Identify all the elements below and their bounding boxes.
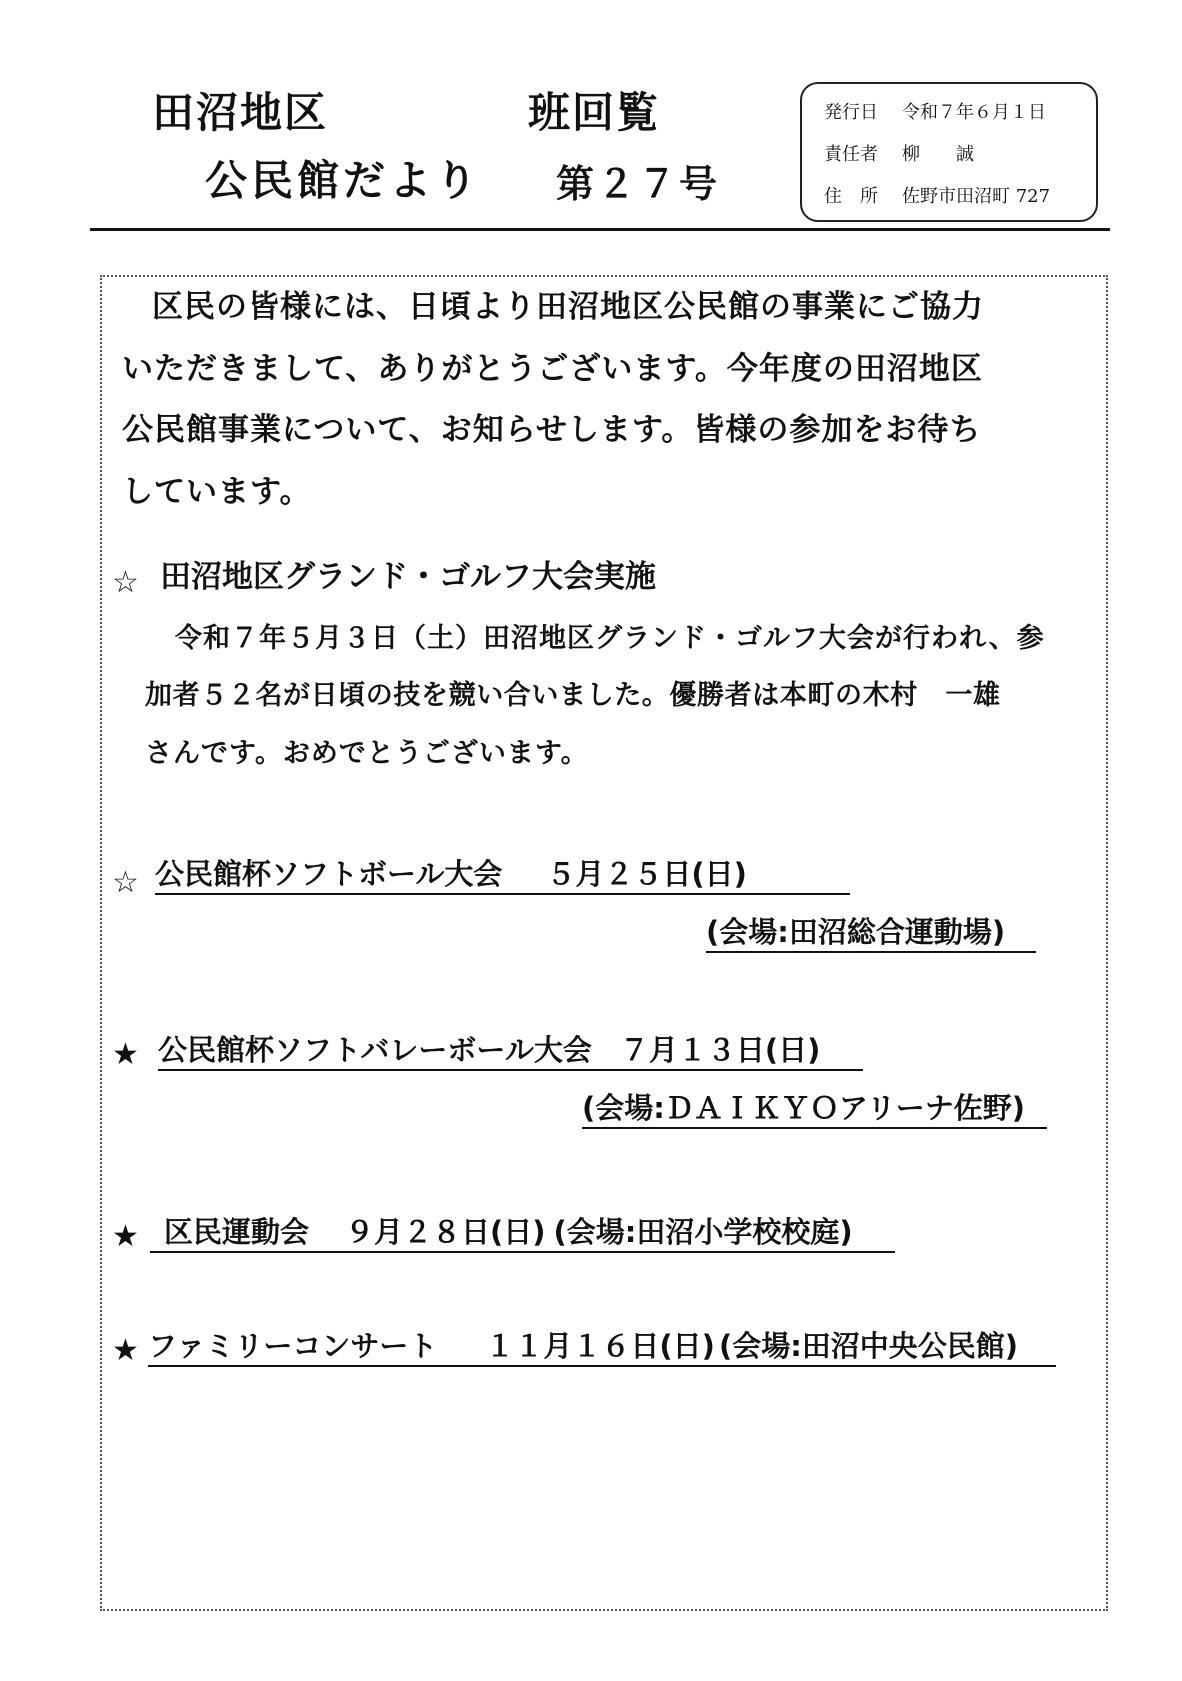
outline-star-icon: ☆ xyxy=(112,565,139,600)
intro-line: 公民館事業について、お知らせします。皆様の参加をお待ち xyxy=(122,412,982,448)
circulation-label: 班回覧 xyxy=(528,88,661,137)
intro-line: 区民の皆様には、日頃より田沼地区公民館の事業にご協力 xyxy=(152,289,984,325)
editor-row xyxy=(824,140,974,166)
event-sports-day xyxy=(150,1215,895,1253)
issue-date-label: 発行日 xyxy=(824,102,878,123)
intro-line: いただきまして、ありがとうございます。今年度の田沼地区 xyxy=(122,351,983,387)
issue-date-value: 令和７年６月１日 xyxy=(902,102,1046,123)
event-name: ファミリーコンサート xyxy=(148,1329,438,1363)
header-divider xyxy=(90,228,1110,231)
report-line: 加者５２名が日頃の技を競い合いました。優勝者は本町の木村 一雄 xyxy=(145,680,1001,711)
editor-value: 柳 誠 xyxy=(902,144,974,165)
address-value: 佐野市田沼町 727 xyxy=(902,186,1051,207)
event-venue: (会場:田沼中央公民館) xyxy=(718,1329,1019,1363)
outline-star-icon: ☆ xyxy=(112,865,139,900)
event-venue: (会場:ＤＡＩＫＹＯアリーナ佐野) xyxy=(582,1094,1047,1129)
event-name: 区民運動会 xyxy=(164,1215,310,1249)
issue-date-row xyxy=(824,98,1046,124)
event-venue: (会場:田沼小学校校庭) xyxy=(553,1215,853,1249)
event-date: ５月２５日(日) xyxy=(546,857,747,891)
editor-label: 責任者 xyxy=(824,144,878,165)
newsletter-title: 公民館だより xyxy=(205,156,482,205)
report-title: 田沼地区グランド・ゴルフ大会実施 xyxy=(160,559,656,595)
issue-number: 第２７号 xyxy=(556,162,721,206)
event-soft-volleyball xyxy=(158,1033,863,1071)
filled-star-icon: ★ xyxy=(112,1037,139,1072)
event-date: ９月２８日(日) xyxy=(345,1215,546,1249)
event-name: 公民館杯ソフトバレーボール大会 xyxy=(158,1033,592,1067)
filled-star-icon: ★ xyxy=(112,1333,139,1368)
district-title: 田沼地区 xyxy=(152,88,329,137)
event-family-concert xyxy=(148,1329,1056,1367)
event-softball xyxy=(155,857,850,895)
event-date: ７月１３日(日) xyxy=(619,1033,821,1067)
event-venue: (会場:田沼総合運動場) xyxy=(706,918,1036,953)
filled-star-icon: ★ xyxy=(112,1219,139,1254)
event-date: １１月１６日(日) xyxy=(485,1329,715,1363)
intro-line: しています。 xyxy=(122,474,312,510)
publication-info-box xyxy=(800,82,1098,222)
event-name: 公民館杯ソフトボール大会 xyxy=(155,857,503,891)
report-line: 令和７年５月３日（土）田沼地区グランド・ゴルフ大会が行われ、参 xyxy=(175,623,1045,654)
address-label: 住 所 xyxy=(824,186,878,207)
address-row xyxy=(824,182,1050,208)
report-line: さんです。おめでとうございます。 xyxy=(145,738,589,769)
